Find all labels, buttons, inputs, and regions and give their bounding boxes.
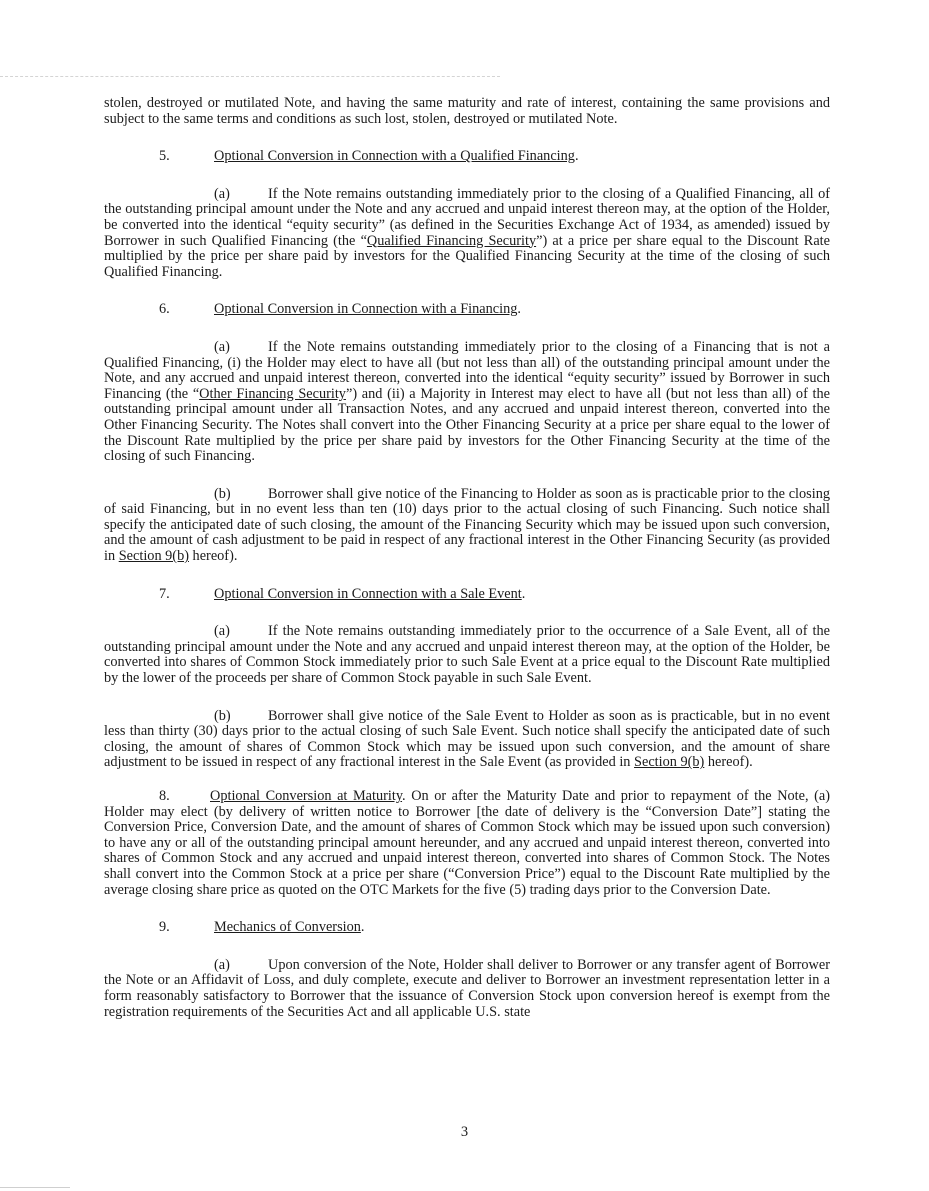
section-9a-text: Upon conversion of the Note, Holder shall deliver to Borrower or any transfer agent of Borrower the Note or an Affidavit of Loss, and duly complete, execute and deliver to Borrower an investment representation letter in a form reasonably satisfactory to Borrower that the issuance of Conversion Stock upon conversion hereof is exempt from the registration requirements of the Securities Act and all applicable U.S. state — [104, 956, 830, 1020]
section-6b-paragraph — [104, 487, 830, 565]
section-9a-marker: (a) — [214, 956, 230, 973]
section-5-heading: 5. Optional Conversion in Connection with a Qualified Financing. — [159, 148, 579, 165]
section-7b-marker: (b) — [214, 707, 231, 724]
section-9-title: Mechanics of Conversion — [214, 919, 361, 936]
scan-artifact-line-bottom — [0, 1187, 70, 1188]
section-6a-marker: (a) — [214, 338, 230, 355]
section-8-paragraph: 8. Optional Conversion at Maturity. On or after the Maturity Date and prior to repayment of the Note, (a) Holder may elect (by delivery of written notice to Borrower [the date of delivery is the “Conversion Date”] stating the Conversion Price, Conversion Date, and the amount of shares of Common Stock which may be issued upon such conversion) to have any or all of the outstanding principal amount hereunder, and any accrued and unpaid interest thereon, converted into shares of Common Stock and any accrued and unpaid interest thereon, converted into shares of Common Stock. The Notes shall convert into the Common Stock at a price per share (“Conversion Price”) equal to the Discount Rate multiplied by the average closing share price as quoted on the OTC Markets for the five (5) trading days prior to the Conversion Date. — [104, 788, 830, 898]
section-6a-text-2: ”) and (ii) a Majority in Interest may elect to have all (but not less than all) of the outstanding principal amount under all Transaction Notes, and any accrued and unpaid interest thereon, converted into the Other Financing Security. The Notes shall convert into the Other Financing Security at a price per share equal to the lower of the Discount Rate multiplied by the price per share paid by investors for the Other Financing Security at the time of the closing of such Financing. — [104, 385, 831, 465]
section-7a-text: If the Note remains outstanding immediately prior to the occurrence of a Sale Event, all of the outstanding principal amount under the Note and any accrued and unpaid interest thereon may, at the option of the Holder, be converted into shares of Common Stock immediately prior to such Sale Event at a price equal to the Discount Rate multiplied by the lower of the proceeds per share of Common Stock payable in such Sale Event. — [104, 623, 830, 687]
page-number: 3 — [460, 1124, 469, 1140]
section-8-title: Optional Conversion at Maturity — [210, 788, 403, 804]
section-6a-paragraph — [104, 340, 830, 465]
section-8-number: 8. — [159, 788, 170, 804]
section-7a-paragraph — [104, 624, 830, 686]
section-5a-text-1: If the Note remains outstanding immediately prior to the closing of a Qualified Financing, all of the outstanding principal amount under the Note and any accrued and unpaid interest thereon may, at the option of the Holder, be converted into the identical “equity security” (as defined in the Securities Exchange Act of 1934, as amended) issued by Borrower in such Qualified Financing (the “ — [104, 185, 830, 249]
section-5a-marker: (a) — [214, 185, 230, 202]
section-reference-9b: Section 9(b) — [634, 754, 705, 771]
section-reference-9b: Section 9(b) — [118, 548, 189, 565]
defined-term-other-financing-security: Other Financing Security — [199, 385, 346, 402]
section-7b-text-2: hereof). — [704, 754, 753, 771]
document-page — [104, 96, 830, 1020]
section-6a-text-1: If the Note remains outstanding immediately prior to the closing of a Financing that is not a Qualified Financing, (i) the Holder may elect to have all (but not less than all) of the outstanding principal amount under the Note, and any accrued and unpaid interest thereon, converted into the identical “equity security” issued by Borrower in such Financing (the “ — [104, 338, 830, 402]
section-7-heading: 7. Optional Conversion in Connection with a Sale Event. — [159, 585, 526, 602]
section-6-number: 6. — [159, 301, 170, 318]
section-7b-paragraph — [104, 709, 830, 771]
section-7-number: 7. — [159, 585, 170, 602]
section-9-heading: 9. Mechanics of Conversion. — [159, 919, 365, 936]
section-5a-paragraph — [104, 187, 830, 281]
section-5a-text-2: ”) at a price per share equal to the Discount Rate multiplied by the price per share paid by investors for the Qualified Financing Security at the time of the closing of such Qualified Financing. — [104, 232, 830, 280]
section-5-title: Optional Conversion in Connection with a Qualified Financing — [214, 148, 575, 165]
section-6b-text-2: hereof). — [188, 548, 238, 565]
section-7a-marker: (a) — [214, 623, 230, 640]
section-9-number: 9. — [159, 919, 170, 936]
section-7b-text-1: Borrower shall give notice of the Sale Event to Holder as soon as is practicable, but in no event less than thirty (30) days prior to the actual closing of such Sale Event. Such notice shall specify the anticipated date of such closing, the amount of shares of Common Stock which may be issued upon such conversion, and the amount of share adjustment to be issued in respect of any fractional interest in the Sale Event (as provided in — [104, 707, 830, 771]
section-6b-text-1: Borrower shall give notice of the Financing to Holder as soon as is practicable prior to the closing of said Financing, but in no event less than ten (10) days prior to the actual closing of such Financing. Such notice shall specify the anticipated date of such closing, the amount of the Financing Security which may be issued upon such conversion, and the amount of cash adjustment to be paid in respect of any fractional interest in the Other Financing Security (as provided in — [104, 485, 830, 565]
defined-term-qualified-financing-security: Qualified Financing Security — [366, 232, 537, 249]
intro-paragraph — [104, 96, 830, 127]
section-7-title: Optional Conversion in Connection with a Sale Event — [214, 585, 522, 602]
section-6-heading: 6. Optional Conversion in Connection with a Financing. — [159, 301, 521, 318]
intro-text: stolen, destroyed or mutilated Note, and having the same maturity and rate of interest, containing the same provisions and subject to the same terms and conditions as such lost, stolen, destroyed or mutilated Note. — [104, 95, 830, 127]
section-6b-marker: (b) — [214, 485, 231, 502]
section-8-text: On or after the Maturity Date and prior to repayment of the Note, (a) Holder may elect (by delivery of written notice to Borrower [the date of delivery is the “Conversion Date”] stating the Conversion Price, Conversion Date, and the amount of shares of Common Stock which may be issued upon such conversion) to have any or all of the outstanding principal amount hereunder, and any accrued and unpaid interest thereon, converted into shares of Common Stock and any accrued and unpaid interest thereon, converted into shares of Common Stock. The Notes shall convert into the Common Stock at a price per share (“Conversion Price”) equal to the Discount Rate multiplied by the average closing share price as quoted on the OTC Markets for the five (5) trading days prior to the Conversion Date. — [104, 788, 830, 898]
section-5-number: 5. — [159, 148, 170, 165]
scan-artifact-line — [0, 76, 500, 77]
section-6-title: Optional Conversion in Connection with a Financing — [214, 301, 518, 318]
section-9a-paragraph — [104, 958, 830, 1020]
